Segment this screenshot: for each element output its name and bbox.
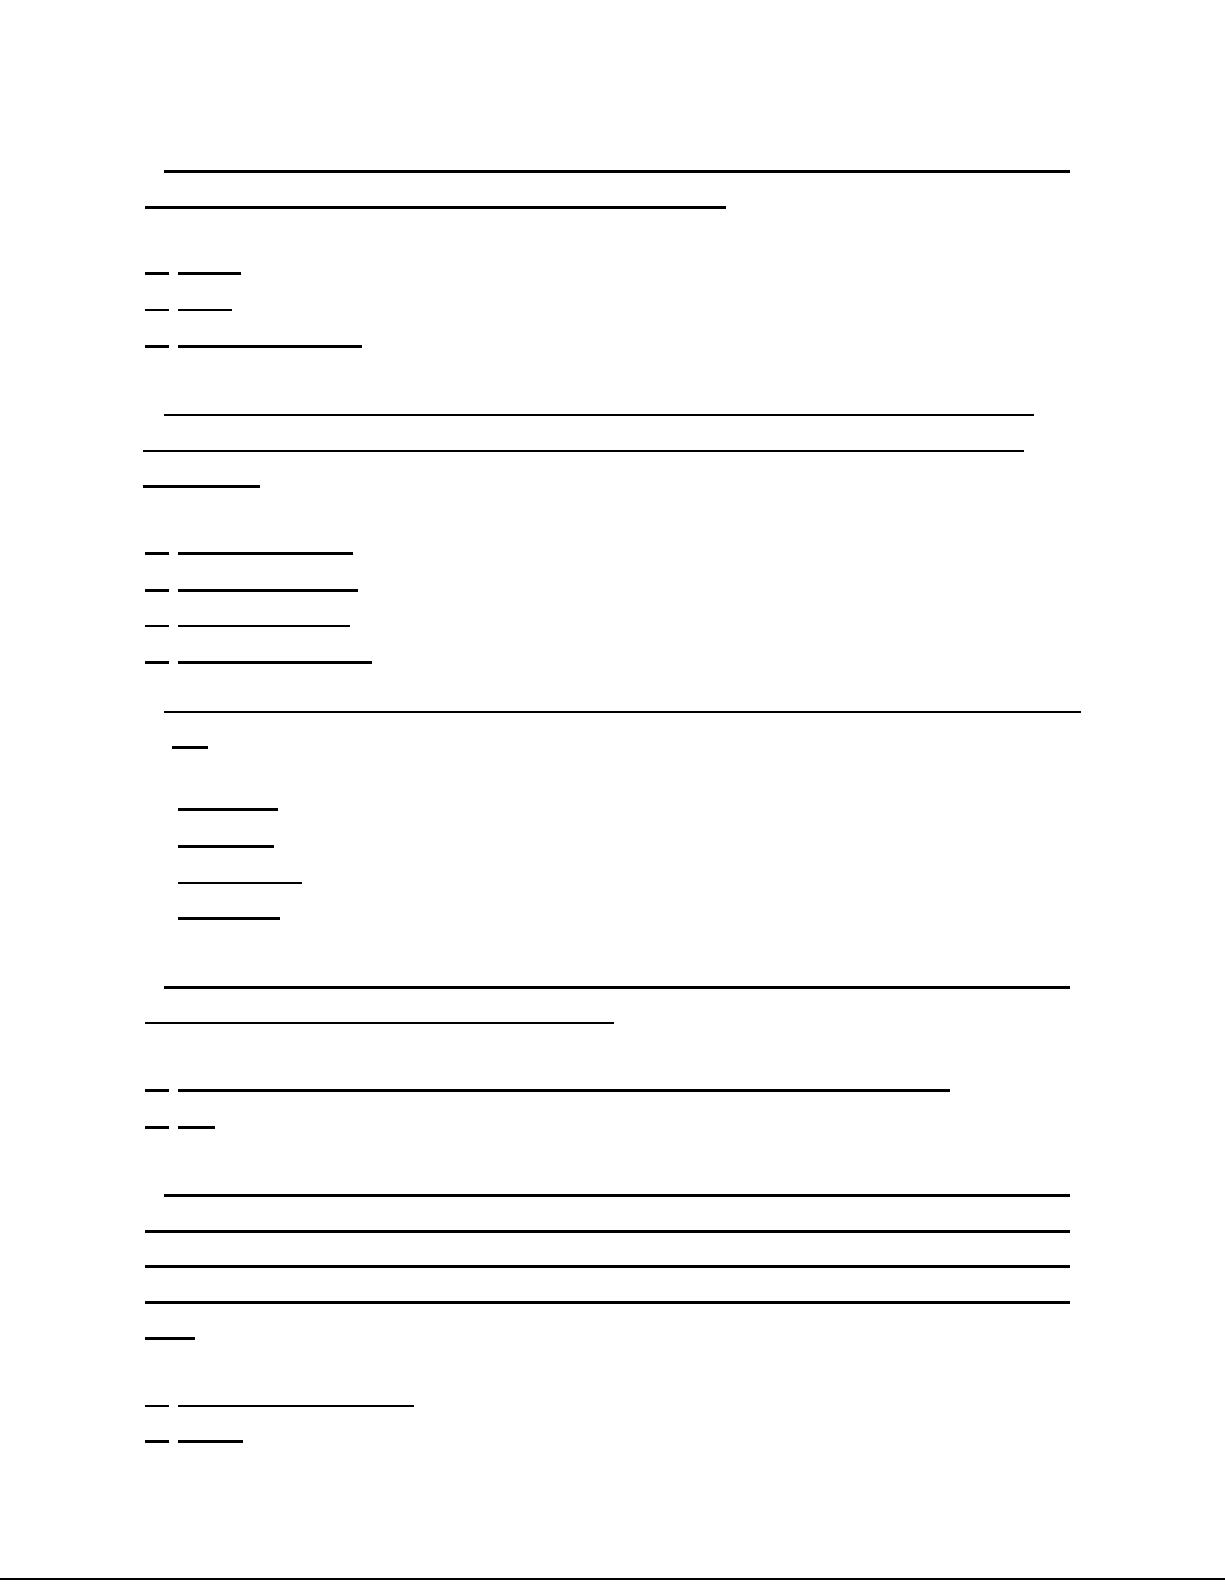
question-5-prompt-line-5 [145,1337,195,1340]
question-5-prompt-line-3 [145,1265,1070,1268]
question-2-prompt-line-2 [143,450,1024,452]
option-text-line [178,882,302,884]
option-text-line [178,845,274,848]
option-marker [145,1089,169,1092]
option-text-line [178,625,350,627]
option-marker [145,1126,169,1129]
option-text-line [178,589,358,592]
option-text-line [178,309,232,311]
option-text-line [178,345,362,348]
option-marker [145,552,169,555]
option-text-line [178,917,280,920]
option-text-line [178,1440,243,1443]
question-2-prompt-line-3 [143,485,260,488]
option-marker [145,345,169,348]
option-text-line [178,1089,950,1092]
option-marker [145,589,169,592]
option-marker [145,661,169,664]
option-text-line [178,1126,215,1129]
option-text-line [178,808,278,811]
question-4-prompt-line-2 [145,1022,614,1024]
option-text-line [178,1405,414,1407]
question-5-prompt-line-2 [145,1230,1070,1233]
option-marker [145,625,169,627]
question-5-prompt-line-1 [164,1194,1070,1197]
option-marker [145,272,169,275]
question-5-prompt-line-4 [145,1301,1070,1304]
question-2-prompt-line-1 [164,414,1034,416]
page-bottom-border [0,1578,1225,1580]
option-text-line [178,272,241,275]
question-3-prompt-line-2 [172,746,208,749]
option-marker [145,1405,169,1407]
question-3-prompt-line-1 [164,711,1081,713]
option-text-line [178,552,353,555]
option-text-line [178,661,372,664]
question-1-prompt-line-1 [164,170,1070,173]
option-marker [145,309,169,311]
question-4-prompt-line-1 [164,986,1070,989]
question-1-prompt-line-2 [145,206,726,209]
option-marker [145,1440,169,1443]
